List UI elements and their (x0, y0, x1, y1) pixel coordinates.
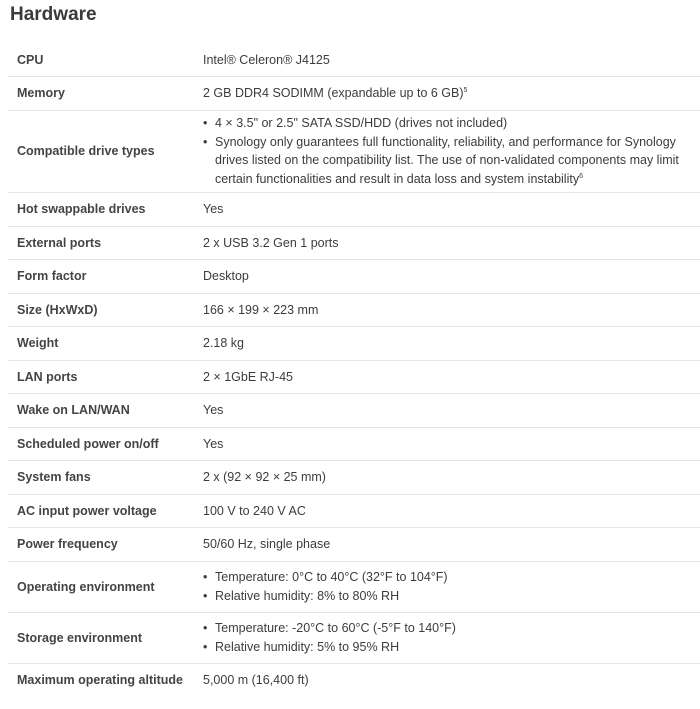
spec-value-wrap (203, 76, 700, 110)
spec-value: 2 x USB 3.2 Gen 1 ports (203, 235, 339, 250)
spec-label: System fans (17, 470, 91, 484)
spec-row-system-fans (8, 460, 700, 494)
spec-label: CPU (17, 52, 44, 67)
spec-value: 100 V to 240 V AC (203, 503, 306, 518)
spec-row-hot-swappable-drives (8, 192, 700, 226)
spec-label: Scheduled power on/off (17, 436, 159, 451)
spec-row-operating-environment (8, 561, 700, 612)
spec-value: 2 × 1GbE RJ-45 (203, 369, 293, 384)
spec-row-ac-input-voltage (8, 494, 700, 527)
section-title: Hardware (10, 4, 97, 25)
footnote-marker: 5 (463, 86, 468, 94)
bullet-item: • Relative humidity: 5% to 95% RH (203, 638, 700, 657)
bullet-item: • Relative humidity: 8% to 80% RH (203, 587, 700, 606)
spec-value: 5,000 m (16,400 ft) (203, 673, 309, 688)
spec-value: 2 x (92 × 92 × 25 mm) (203, 470, 326, 484)
spec-value: 166 × 199 × 223 mm (203, 302, 319, 317)
spec-value: Intel® Celeron® J4125 (203, 52, 330, 67)
spec-label: AC input power voltage (17, 503, 157, 518)
bullet-item: • Synology only guarantees full functionality, reliability, and performance for Synology drives listed on the compatibility list. The use of non-validated components may limit certain functionalities and result in data loss and system instability$^6$ (203, 133, 700, 189)
hardware-spec-table (8, 44, 700, 697)
spec-label: Storage environment (17, 630, 143, 645)
bullet-item: • Temperature: 0°C to 40°C (32°F to 104°F) (203, 568, 700, 587)
bullet-list (203, 114, 700, 188)
spec-label: Hot swappable drives (17, 202, 146, 216)
spec-value: Yes (203, 202, 224, 216)
spec-row-lan-ports (8, 360, 700, 393)
spec-value-list (203, 612, 700, 663)
bullet-list (203, 568, 700, 605)
bullet-item: • 4 × 3.5" or 2.5" SATA SSD/HDD (drives not included) (203, 114, 700, 133)
bullet-item: • Temperature: -20°C to 60°C (-5°F to 140°F) (203, 619, 700, 638)
spec-row-storage-environment (8, 612, 700, 663)
spec-row-wake-on-lan (8, 393, 700, 427)
spec-row-scheduled-power (8, 427, 700, 460)
spec-value-list (203, 561, 700, 612)
spec-row-weight (8, 326, 700, 360)
spec-row-size (8, 293, 700, 326)
spec-label: Maximum operating altitude (17, 673, 183, 688)
spec-label: Weight (17, 336, 59, 350)
spec-label: Size (HxWxD) (17, 302, 98, 317)
bullet-list (203, 619, 700, 656)
spec-row-cpu (8, 44, 700, 76)
spec-label: Form factor (17, 269, 87, 283)
spec-row-form-factor (8, 259, 700, 293)
spec-row-external-ports (8, 226, 700, 259)
spec-value: Yes (203, 403, 224, 417)
spec-label: LAN ports (17, 369, 78, 384)
spec-value: Desktop (203, 269, 249, 283)
spec-label: Memory (17, 86, 65, 100)
spec-value: 50/60 Hz, single phase (203, 537, 331, 551)
spec-row-max-operating-altitude (8, 663, 700, 697)
spec-row-power-frequency (8, 527, 700, 561)
spec-label: External ports (17, 235, 102, 250)
footnote-marker: 6 (579, 172, 583, 180)
spec-value: Yes (203, 436, 224, 451)
spec-label: Power frequency (17, 537, 118, 551)
spec-value-list (203, 110, 700, 192)
spec-label: Compatible drive types (17, 144, 155, 158)
spec-label: Wake on LAN/WAN (17, 403, 130, 417)
spec-row-compatible-drive-types (8, 110, 700, 192)
spec-value: 2.18 kg (203, 336, 245, 350)
spec-row-memory (8, 76, 700, 110)
spec-label: Operating environment (17, 579, 155, 594)
spec-value: 2 GB DDR4 SODIMM (expandable up to 6 GB) (203, 86, 464, 100)
